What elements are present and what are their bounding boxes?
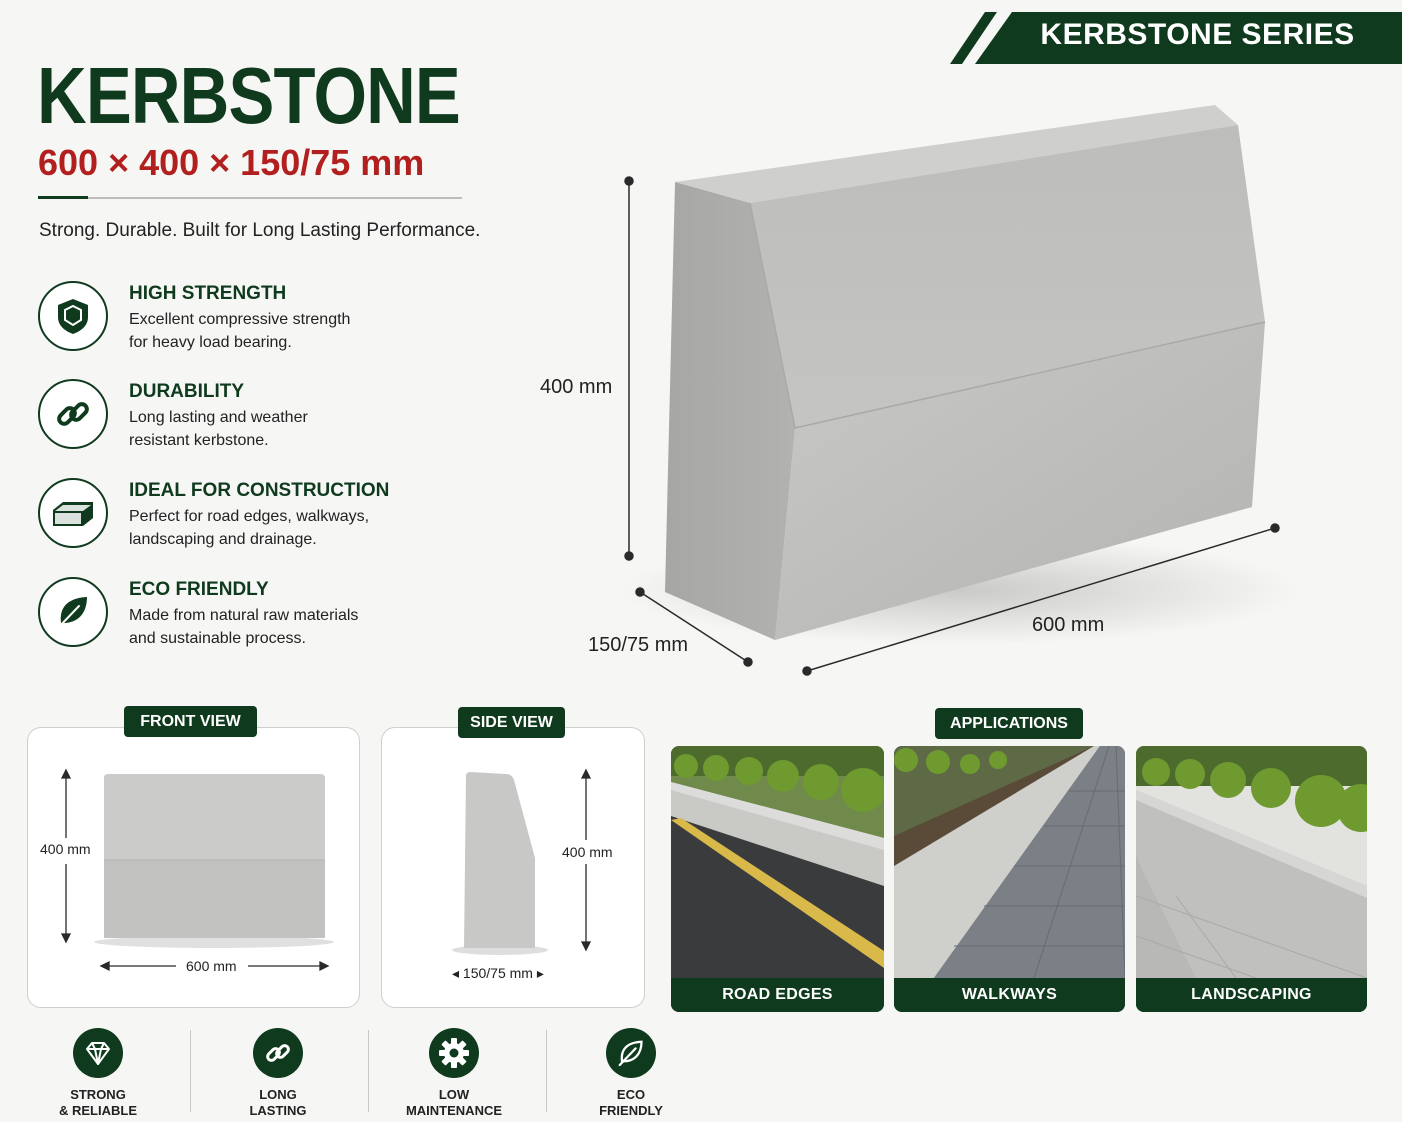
application-card-landscaping — [1136, 746, 1367, 1012]
front-view-tag: FRONT VIEW — [124, 706, 257, 737]
application-label: LANDSCAPING — [1136, 978, 1367, 1012]
feature-title: DURABILITY — [129, 381, 245, 402]
arrow-right-icon: ▸ — [532, 965, 544, 981]
side-depth-value: 150/75 mm — [462, 965, 533, 981]
bottom-feature-text: STRONG & RELIABLE — [59, 1087, 137, 1118]
product-dimensions: 600 × 400 × 150/75 mm — [38, 142, 425, 183]
separator — [368, 1030, 369, 1112]
application-label: ROAD EDGES — [671, 978, 884, 1012]
feature-high-strength — [38, 281, 538, 361]
walkways-photo — [894, 746, 1125, 978]
separator — [546, 1030, 547, 1112]
feature-desc: Long lasting and weather resistant kerbstone. — [129, 409, 308, 449]
divider — [38, 197, 462, 199]
feature-title: HIGH STRENGTH — [129, 283, 287, 304]
feature-title: ECO FRIENDLY — [129, 579, 269, 600]
side-view-tag: SIDE VIEW — [458, 707, 565, 738]
bottom-feature-eco — [556, 1028, 706, 1118]
landscaping-photo — [1136, 746, 1367, 978]
road-edges-photo — [671, 746, 884, 978]
tagline: Strong. Durable. Built for Long Lasting Performance. — [39, 220, 481, 241]
feature-ideal-construction — [38, 478, 538, 558]
application-card-walkways — [894, 746, 1125, 1012]
chain-link-icon — [38, 379, 108, 449]
depth-dimension-label: 150/75 mm — [588, 634, 689, 656]
side-height-label: 400 mm — [558, 844, 617, 860]
kerbstone-3d-illustration — [560, 95, 1360, 695]
shield-icon — [38, 281, 108, 351]
diamond-icon — [73, 1028, 123, 1078]
front-width-label: 600 mm — [182, 958, 241, 974]
applications-tag: APPLICATIONS — [935, 708, 1083, 739]
separator — [190, 1030, 191, 1112]
application-card-road-edges — [671, 746, 884, 1012]
bottom-feature-low-maintenance — [379, 1028, 529, 1118]
feature-desc: Made from natural raw materials and sustainable process. — [129, 607, 359, 647]
arrow-left-icon: ◂ — [452, 965, 463, 981]
bottom-feature-strong — [23, 1028, 173, 1118]
leaf-icon — [38, 577, 108, 647]
divider-accent — [38, 196, 88, 199]
feature-desc: Perfect for road edges, walkways, landscaping and drainage. — [129, 508, 370, 548]
leaf-icon — [606, 1028, 656, 1078]
length-dimension-label: 600 mm — [1032, 614, 1105, 636]
page-title: KERBSTONE — [37, 51, 460, 140]
bottom-feature-text: ECO FRIENDLY — [599, 1087, 663, 1118]
chain-link-icon — [253, 1028, 303, 1078]
side-depth-label — [452, 965, 544, 982]
bottom-feature-text: LOW MAINTENANCE — [405, 1087, 503, 1118]
application-label: WALKWAYS — [894, 978, 1125, 1012]
feature-eco-friendly — [38, 577, 538, 657]
feature-durability — [38, 379, 538, 459]
bottom-feature-long-lasting — [203, 1028, 353, 1118]
kerb-block-icon — [38, 478, 108, 548]
feature-desc: Excellent compressive strength for heavy load bearing. — [129, 311, 351, 351]
height-dimension-label: 400 mm — [540, 376, 613, 398]
feature-title: IDEAL FOR CONSTRUCTION — [129, 480, 390, 501]
gear-icon — [429, 1028, 479, 1078]
banner-title: KERBSTONE SERIES — [1040, 18, 1355, 51]
bottom-feature-text: LONG LASTING — [249, 1087, 307, 1118]
front-height-label: 400 mm — [36, 841, 95, 857]
